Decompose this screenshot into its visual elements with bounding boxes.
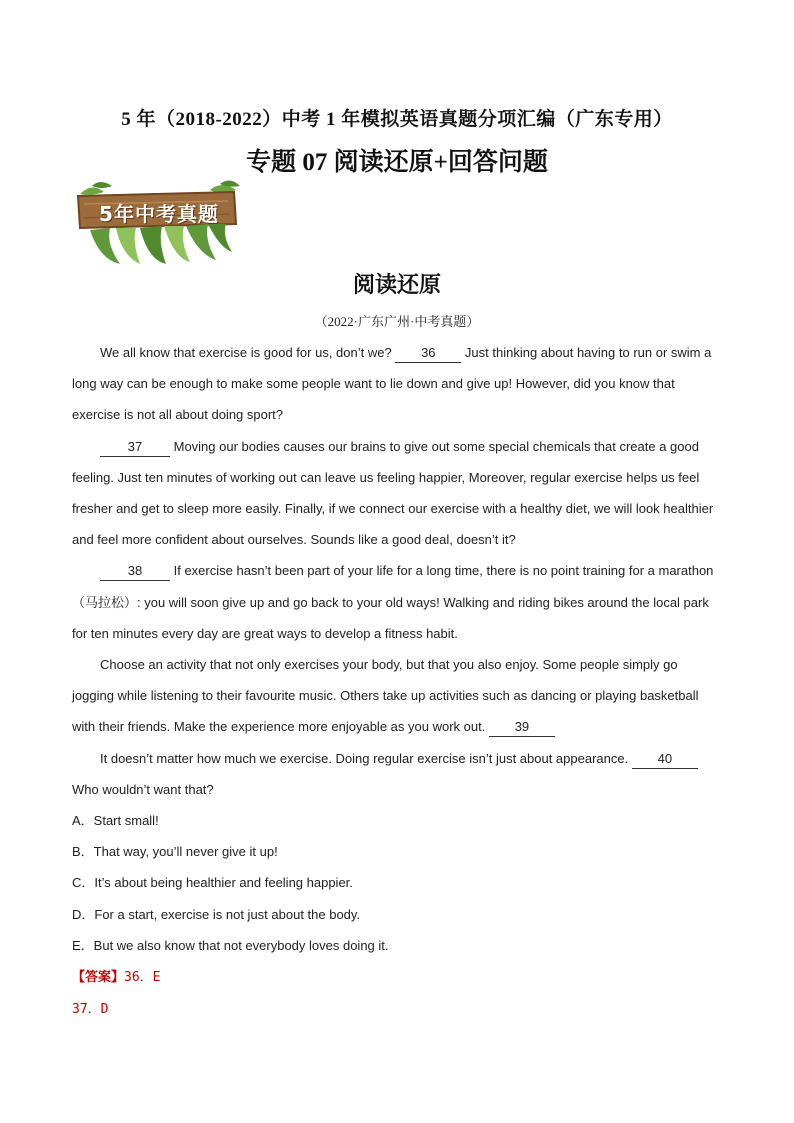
- section-title: 阅读还原: [352, 272, 441, 297]
- option-b: B．That way, you’ll never give it up!: [72, 844, 278, 860]
- option-a: A．Start small!: [72, 813, 159, 829]
- option-d: D．For a start, exercise is not just about the body.: [72, 906, 361, 922]
- paragraph-3: 38 If exercise hasn’t been part of your life for a long time, there is no point training for a marathon（马拉松）: you will soon give up and go back to your old ways! Walking and riding bikes around the local park for ten minutes every day are great ways to develop a fitness habit.: [72, 563, 714, 641]
- badge-5-year-exam: [70, 180, 242, 264]
- blank-36: 36: [395, 344, 461, 363]
- answer-line: [72, 961, 722, 993]
- answer-label: 【答案】: [72, 970, 125, 986]
- badge-label: 5年中考真题: [99, 202, 219, 226]
- reading-passage: [72, 337, 722, 1025]
- question-source: （2022·广东广州·中考真题）: [314, 314, 480, 329]
- option-c: C．It’s about being healthier and feeling happier.: [72, 875, 353, 891]
- blank-37: 37: [100, 438, 170, 457]
- topic-title: 专题 07 阅读还原+回答问题: [246, 149, 548, 176]
- blank-40: 40: [632, 750, 698, 769]
- option-e: E．But we also know that not everybody loves doing it.: [72, 937, 389, 953]
- answer-37: 37．D: [72, 1002, 109, 1018]
- paragraph-4: Choose an activity that not only exercises your body, but that you also enjoy. Some people simply go jogging while listening to their favourite music. Others take up activities such as dancing or playing basketball with their friends. Make the experience more enjoyable as you work out. 39: [72, 649, 722, 743]
- document-title: 5 年（2018-2022）中考 1 年模拟英语真题分项汇编（广东专用）: [121, 109, 673, 130]
- answer-37-line: [72, 993, 722, 1025]
- blank-38: 38: [100, 562, 170, 581]
- paragraph-2: 37 Moving our bodies causes our brains to give out some special chemicals that create a good feeling. Just ten minutes of working out can leave us feeling happier, Moreover, regular exercise helps us feel fresher and get to sleep more easily. Finally, if we connect our exercise with a healthy diet, we will look healthier and feel more confident about ourselves. Sounds like a good deal, doesn’t it?: [72, 438, 714, 548]
- blank-39: 39: [489, 718, 555, 737]
- answer-36: 36．E: [124, 970, 161, 986]
- paragraph-1: We all know that exercise is good for us, don’t we? 36 Just thinking about having to run or swim a long way can be enough to make some people want to lie down and give up! However, did you know that exercise is not all about doing sport?: [72, 345, 712, 423]
- paragraph-5: It doesn’t matter how much we exercise. Doing regular exercise isn’t just about appearance. 40 Who wouldn’t want that?: [72, 743, 722, 805]
